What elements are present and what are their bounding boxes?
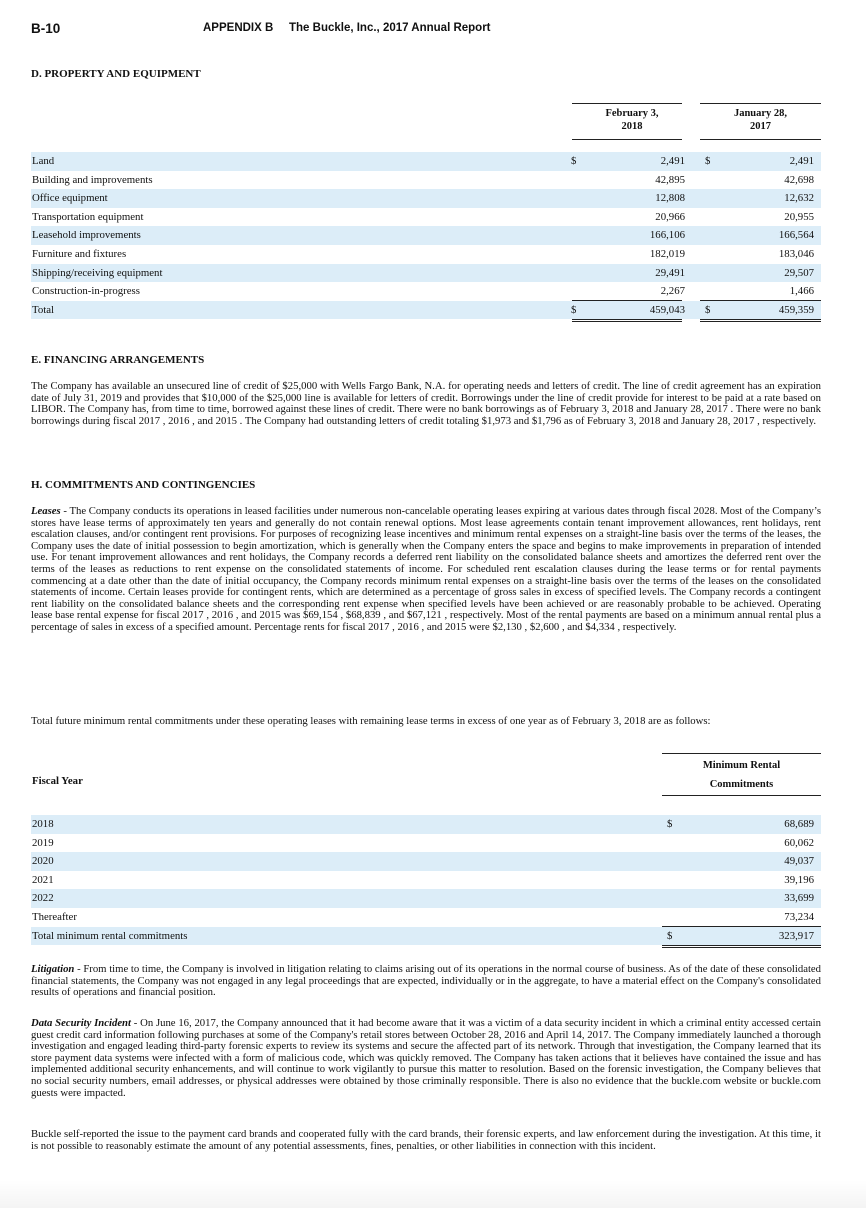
commitments-heading: H. COMMITMENTS AND CONTINGENCIES: [31, 479, 256, 491]
row-label: 2022: [32, 892, 54, 905]
col2-header-rule: [700, 139, 821, 140]
value-2017: 29,507: [784, 266, 814, 279]
currency-symbol: $: [705, 303, 711, 316]
row-label: Office equipment: [32, 192, 108, 205]
value-2017: 42,698: [784, 173, 814, 186]
total-double-rule: [700, 319, 821, 322]
buckle-paragraph: Buckle self-reported the issue to the payment card brands and cooperated fully with the card brands, their forensic experts, and law enforcement during the investigation. At this time, it is not possible to reasonably estimate the amount of any potential assessments, fines, penalties, or other liabilities in connection with this incident.: [31, 1128, 821, 1152]
subtotal-rule: [572, 300, 682, 301]
rental-row: [31, 889, 821, 908]
security-paragraph: [31, 1018, 821, 1099]
col2-header: January 28, 2017: [733, 108, 788, 132]
report-title: The Buckle, Inc., 2017 Annual Report: [289, 22, 491, 34]
row-label: Land: [32, 155, 55, 167]
currency-symbol: $: [705, 155, 711, 167]
rental-value: 49,037: [784, 855, 814, 868]
rental-value: 33,699: [784, 892, 814, 905]
property-row: [31, 171, 821, 190]
row-label: Thereafter: [32, 911, 77, 923]
col1-header: February 3, 2018: [605, 108, 659, 132]
property-row: [31, 189, 821, 208]
appendix-label: APPENDIX B: [203, 22, 274, 34]
value-2017: 20,955: [784, 210, 814, 223]
row-label: Total: [32, 303, 55, 316]
value-2018: 459,043: [649, 303, 685, 316]
page-bottom-edge: [0, 1180, 866, 1208]
rental-row: [31, 908, 821, 927]
litigation-paragraph: [31, 964, 821, 999]
leases-label: Leases: [31, 505, 61, 517]
rental-top-rule: [662, 753, 821, 754]
leases-paragraph: [31, 506, 821, 634]
row-label: 2021: [32, 873, 54, 886]
rental-col-header: Minimum Rental Commitments: [702, 760, 781, 790]
future-commitments-intro: Total future minimum rental commitments under these operating leases with remaining lease terms in excess of one year as of February 3, 2018 are as follows:: [31, 715, 711, 727]
financing-heading: E. FINANCING ARRANGEMENTS: [31, 354, 205, 366]
rental-row: [31, 815, 821, 834]
value-2018: 2,491: [660, 155, 685, 167]
value-2018: 20,966: [655, 210, 685, 223]
total-double-rule: [572, 319, 682, 322]
security-text: - On June 16, 2017, the Company announced that it had become aware that it was a victim of a data security incident in which a criminal entity accessed certain guest credit card information following purchases at some of the Company's retail stores between October 28, 2016 and April 14, 2017. The Company immediately launched a thorough investigation and engaged leading third-party forensic experts to review its systems and secure the affected part of its network. Through that investigation, the Company learned that its store payment data systems were infected with a form of malicious code, which was quickly removed. The Company has taken actions that it believes have contained the issue and has implemented additional security enhancements, and will continue to work vigilantly to pursue this matter to resolution. Based on the forensic investigation, the Company believes that no social security numbers, email addresses, or physical addresses were obtained by those criminally responsible. There is also no evidence that the buckle.com website or buckle.com guests were impacted.: [31, 1017, 821, 1099]
value-2017: 166,564: [778, 229, 814, 242]
currency-symbol: $: [571, 155, 577, 167]
currency-symbol: $: [667, 818, 673, 830]
property-row: [31, 282, 821, 301]
rental-row: [31, 871, 821, 890]
rental-value: 39,196: [784, 873, 814, 886]
rental-value: 323,917: [778, 929, 814, 942]
rental-row: [31, 834, 821, 853]
row-label: Construction-in-progress: [32, 285, 140, 298]
litigation-label: Litigation: [31, 963, 75, 975]
row-label: 2018: [32, 818, 54, 830]
page-number: B-10: [31, 21, 61, 36]
property-row: [31, 208, 821, 227]
row-label: Total minimum rental commitments: [32, 929, 188, 942]
col2-top-rule: [700, 103, 821, 104]
value-2018: 2,267: [660, 285, 685, 298]
col1-top-rule: [572, 103, 682, 104]
value-2018: 166,106: [649, 229, 685, 242]
row-label: Furniture and fixtures: [32, 248, 127, 260]
subtotal-rule: [700, 300, 821, 301]
value-2017: 183,046: [778, 248, 814, 260]
row-label: Building and improvements: [32, 173, 153, 186]
property-heading: D. PROPERTY AND EQUIPMENT: [31, 68, 201, 80]
property-row: [31, 301, 821, 320]
rental-row: [31, 927, 821, 946]
leases-text: - The Company conducts its operations in leased facilities under numerous non-cancelable operating leases expiring at various dates through fiscal 2028. Most of the Company’s stores have lease terms of approximately ten years and generally do not contain renewal options. Most lease agreements contain tenant improvement allowances, rent holidays, rent escalation clauses, and/or contingent rent provisions. For purposes of recognizing lease incentives and minimum rental expenses on a straight-line basis over the terms of the leases, the Company uses the date of initial possession to begin amortization, which is generally when the Company enters the space and begins to make improvements in preparation of intended use. For tenant improvement allowances and rent holidays, the Company records a deferred rent liability on the consolidated balance sheets and amortizes the deferred rent over the terms of the leases as reductions to rent expense on the consolidated statements of income. For scheduled rent escalation clauses during the lease terms or for rental payments commencing at a date other than the date of initial occupancy, the Company records minimum rental expenses on a straight-line basis over the terms of the leases on the consolidated statements of income. Certain leases provide for contingent rents, which are determined as a percentage of gross sales in excess of specified levels. The Company records a contingent rent liability on the consolidated balance sheets and the corresponding rent expense when specified levels have been achieved or are reasonably probable to be achieved. Operating lease base rental expense for fiscal 2017 , 2016 , and 2015 was $69,154 , $68,839 , and $67,121 , respectively. Most of the rental payments are based on a minimum annual rental plus a percentage of sales in excess of a specified amount. Percentage rents for fiscal 2017 , 2016 , and 2015 were $2,130 , $2,600 , and $4,334 , respectively.: [31, 505, 821, 633]
rental-value: 68,689: [784, 818, 814, 830]
property-row: [31, 226, 821, 245]
row-label: Transportation equipment: [32, 210, 144, 223]
value-2018: 12,808: [655, 192, 685, 205]
value-2017: 12,632: [784, 192, 814, 205]
rental-value: 73,234: [784, 911, 814, 923]
col1-header-rule: [572, 139, 682, 140]
currency-symbol: $: [667, 929, 673, 942]
value-2018: 29,491: [655, 266, 685, 279]
financing-paragraph: The Company has available an unsecured line of credit of $25,000 with Wells Fargo Bank, N.A. for operating needs and letters of credit. The line of credit agreement has an expiration date of July 31, 2019 and provides that $10,000 of the $25,000 line is available for letters of credit. Borrowings under the line of credit provide for interest to be paid at a rate based on LIBOR. The Company has, from time to time, borrowed against these lines of credit. There were no bank borrowings as of February 3, 2018 and January 28, 2017 . There were no bank borrowings during fiscal 2017 , 2016 , and 2015 . The Company had outstanding letters of credit totaling $1,973 and $1,796 as of February 3, 2018 and January 28, 2017 , respectively.: [31, 380, 821, 427]
rental-value: 60,062: [784, 836, 814, 849]
row-label: 2020: [32, 855, 54, 868]
value-2018: 42,895: [655, 173, 685, 186]
fiscal-year-label: Fiscal Year: [32, 775, 83, 787]
property-row: [31, 264, 821, 283]
value-2017: 2,491: [789, 155, 814, 167]
row-label: Leasehold improvements: [32, 229, 141, 242]
rental-row: [31, 852, 821, 871]
rental-header-rule: [662, 795, 821, 796]
value-2018: 182,019: [649, 248, 685, 260]
row-label: Shipping/receiving equipment: [32, 266, 163, 279]
value-2017: 459,359: [778, 303, 814, 316]
currency-symbol: $: [571, 303, 577, 316]
row-label: 2019: [32, 836, 54, 849]
rental-total-double-rule: [662, 945, 821, 948]
property-row: [31, 152, 821, 171]
litigation-text: - From time to time, the Company is involved in litigation relating to claims arising out of its operations in the normal course of business. As of the date of these consolidated financial statements, the Company was not engaged in any legal proceedings that are expected, individually or in the aggregate, to have a material effect on the Company's consolidated results of operations and financial position.: [31, 963, 821, 999]
rental-subtotal-rule: [662, 926, 821, 927]
property-row: [31, 245, 821, 264]
value-2017: 1,466: [789, 285, 814, 298]
security-label: Data Security Incident: [31, 1017, 131, 1029]
